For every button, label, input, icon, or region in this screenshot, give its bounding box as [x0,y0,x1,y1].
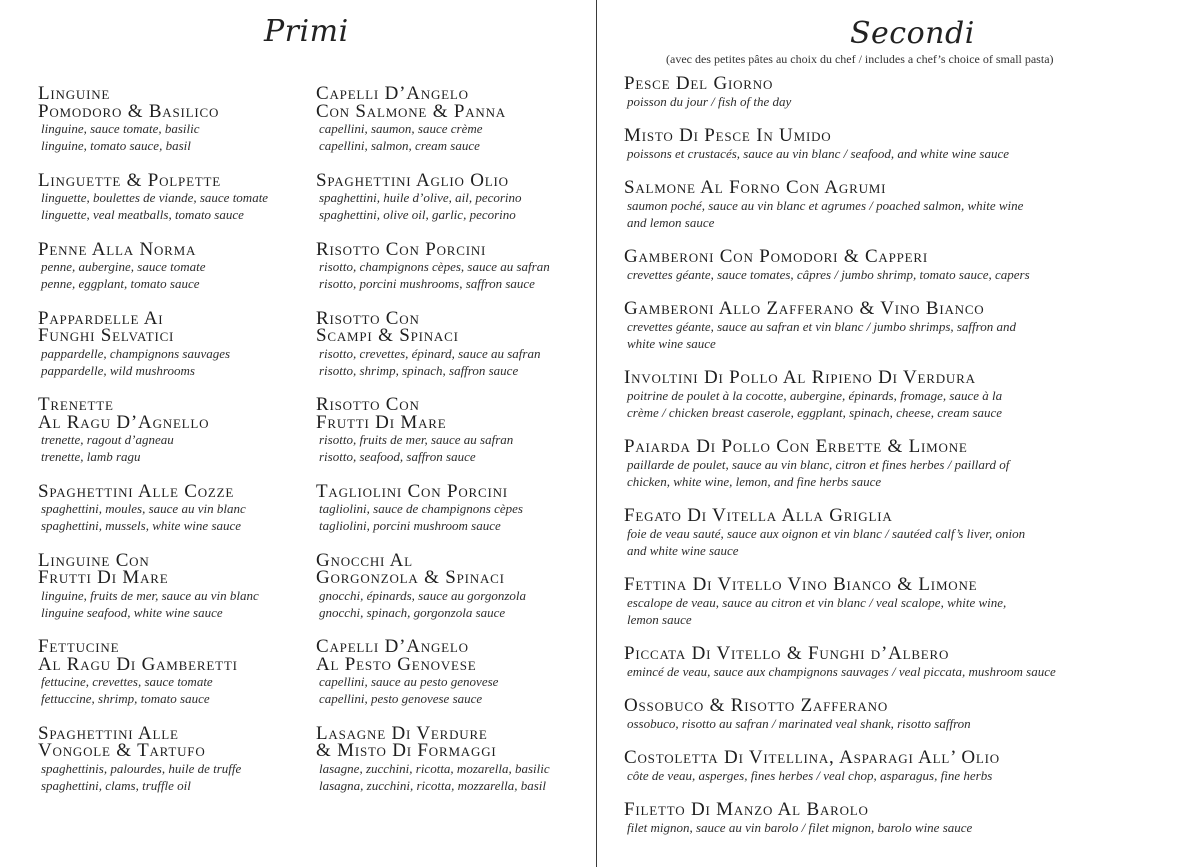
dish-desc-en: gnocchi, spinach, gorgonzola sauce [319,604,506,620]
menu-item [624,749,1180,801]
menu-item [38,396,300,483]
page-divider [596,0,597,867]
dish-name: Trenette Al Ragu D’Agnello [38,394,210,433]
dish-desc-fr: linguette, boulettes de viande, sauce tomate [41,190,269,205]
dish-desc-en: lasagna, zucchini, ricotta, mozzarella, basil [319,777,547,793]
menu-item [38,638,300,725]
dish-name: Linguette & Polpette [38,169,222,191]
dish-desc: ossobuco, risotto au safran / marinated veal shank, risotto saffron [627,715,971,731]
secondi-title: Secondi [850,16,975,51]
dish-desc-en: spaghettini, mussels, white wine sauce [41,518,242,533]
dish-name: Fettucine Al Ragu Di Gamberetti [38,636,238,675]
menu-item [624,127,1180,179]
dish-desc: emincé de veau, sauce aux champignons sauvages / veal piccata, mushroom sauce [627,663,1056,679]
menu-item [624,645,1180,697]
menu-item [316,480,584,552]
menu-item [38,307,300,397]
dish-name: Ossobuco & Risotto Zafferano [624,695,889,716]
dish-desc-fr: trenette, ragout d’agneau [41,432,174,447]
menu-item [624,75,1180,127]
primi-column-right [316,85,584,811]
dish-name: Piccata Di Vitello & Funghi d’Albero [624,643,950,664]
dish-desc-en: pappardelle, wild mushrooms [41,362,195,378]
dish-desc-en: capellini, pesto genovese sauce [319,691,483,706]
dish-desc-en: trenette, lamb ragu [41,449,141,464]
dish-name: Risotto Con Porcini [316,238,487,260]
menu-item [38,238,300,310]
dish-desc-en: linguette, veal meatballs, tomato sauce [41,207,244,222]
dish-desc-fr: tagliolini, sauce de champignons cèpes [319,501,523,516]
dish-desc: escalope de veau, sauce au citron et vin blanc / veal scalope, white wine, lemon sauce [627,594,1007,627]
dish-name: Penne Alla Norma [38,238,197,260]
menu-item [38,480,300,552]
menu-item [38,85,300,172]
dish-name: Involtini Di Pollo Al Ripieno Di Verdura [624,367,976,388]
dish-desc-en: penne, eggplant, tomato sauce [41,276,200,291]
dish-desc: saumon poché, sauce au vin blanc et agrumes / poached salmon, white wine and lemon sauce [627,197,1024,230]
dish-desc-fr: risotto, crevettes, épinard, sauce au safran [319,345,541,361]
menu-item [316,85,584,172]
menu-item [316,169,584,241]
dish-desc-fr: risotto, fruits de mer, sauce au safran [319,432,514,447]
menu-item [624,576,1180,645]
dish-desc-en: linguine seafood, white wine sauce [41,604,223,620]
dish-name: Tagliolini Con Porcini [316,480,508,502]
dish-desc-en: spaghettini, olive oil, garlic, pecorino [319,207,516,222]
dish-desc-fr: linguine, sauce tomate, basilic [41,121,200,136]
dish-desc-fr: penne, aubergine, sauce tomate [41,259,206,274]
menu-item [316,549,584,639]
dish-desc-en: fettuccine, shrimp, tomato sauce [41,691,210,706]
dish-name: Spaghettini Alle Vongole & Tartufo [38,722,206,761]
dish-desc: côte de veau, asperges, fines herbes / veal chop, asparagus, fine herbs [627,767,993,783]
dish-desc-fr: lasagne, zucchini, ricotta, mozarella, basilic [319,760,550,776]
dish-name: Misto Di Pesce In Umido [624,125,832,146]
dish-name: Fettina Di Vitello Vino Bianco & Limone [624,574,978,595]
dish-name: Paiarda Di Pollo Con Erbette & Limone [624,436,968,457]
dish-desc-en: spaghettini, clams, truffle oil [41,777,191,793]
dish-desc-fr: gnocchi, épinards, sauce au gorgonzola [319,587,527,603]
dish-name: Capelli D’Angelo Con Salmone & Panna [316,83,506,122]
dish-desc: poitrine de poulet à la cocotte, aubergine, épinards, fromage, sauce à la crème / chicken breast caserole, eggplant, spinach, cheese, cream sauce [627,387,1003,420]
dish-name: Salmone Al Forno Con Agrumi [624,177,887,198]
primi-column-left [38,85,300,811]
dish-desc-fr: pappardelle, champignons sauvages [41,345,231,361]
dish-name: Costoletta Di Vitellina, Asparagi All’ Olio [624,747,1000,768]
dish-desc: poisson du jour / fish of the day [627,93,792,109]
menu-item [624,438,1180,507]
menu-item [624,300,1180,369]
dish-name: Fegato Di Vitella Alla Griglia [624,505,893,526]
dish-desc-en: linguine, tomato sauce, basil [41,138,191,153]
menu-item [316,638,584,725]
dish-desc-fr: spaghettinis, palourdes, huile de truffe [41,760,242,776]
dish-desc-fr: capellini, sauce au pesto genovese [319,674,499,689]
dish-desc: crevettes géante, sauce au safran et vin blanc / jumbo shrimps, saffron and white wine sauce [627,318,1016,351]
dish-desc-en: capellini, salmon, cream sauce [319,138,480,153]
menu-item [316,307,584,397]
menu-item [316,722,584,812]
menu-item [316,396,584,483]
dish-desc: foie de veau sauté, sauce aux oignon et vin blanc / sautéed calf’s liver, onion and white wine sauce [627,525,1026,558]
secondi-note: (avec des petites pâtes au choix du chef / includes a chef’s choice of small pasta) [666,52,1054,66]
dish-name: Lasagne Di Verdure & Misto Di Formaggi [316,722,497,761]
menu-item [316,238,584,310]
dish-name: Gamberoni Con Pomodori & Capperi [624,246,929,267]
menu-item [38,722,300,812]
dish-name: Gnocchi Al Gorgonzola & Spinaci [316,549,505,588]
dish-desc: filet mignon, sauce au vin barolo / filet mignon, barolo wine sauce [627,819,973,835]
primi-title: Primi [264,14,349,49]
dish-name: Gamberoni Allo Zafferano & Vino Bianco [624,298,985,319]
menu-item [38,549,300,639]
dish-name: Capelli D’Angelo Al Pesto Genovese [316,636,477,675]
dish-name: Risotto Con Scampi & Spinaci [316,307,459,346]
dish-desc-en: risotto, seafood, saffron sauce [319,449,476,464]
dish-desc-fr: fettucine, crevettes, sauce tomate [41,674,213,689]
menu-item [624,179,1180,248]
dish-name: Spaghettini Aglio Olio [316,169,509,191]
dish-desc: poissons et crustacés, sauce au vin blanc / seafood, and white wine sauce [627,145,1010,161]
dish-name: Spaghettini Alle Cozze [38,480,235,502]
dish-desc-fr: spaghettini, huile d’olive, ail, pecorino [319,190,522,205]
dish-desc: paillarde de poulet, sauce au vin blanc, citron et fines herbes / paillard of chicken, white wine, lemon, and fine herbs sauce [627,456,1010,489]
dish-desc-en: risotto, porcini mushrooms, saffron sauce [319,276,535,291]
dish-name: Risotto Con Frutti Di Mare [316,394,447,433]
dish-name: Pappardelle Ai Funghi Selvatici [38,307,175,346]
menu-item [38,169,300,241]
dish-desc-fr: risotto, champignons cèpes, sauce au safran [319,259,550,274]
dish-desc-en: risotto, shrimp, spinach, saffron sauce [319,362,519,378]
dish-desc-fr: capellini, saumon, sauce crème [319,121,483,136]
dish-name: Filetto Di Manzo Al Barolo [624,799,869,820]
dish-name: Linguine Con Frutti Di Mare [38,549,169,588]
menu-item [624,507,1180,576]
dish-desc-fr: spaghettini, moules, sauce au vin blanc [41,501,246,516]
dish-desc-en: tagliolini, porcini mushroom sauce [319,518,501,533]
secondi-column [624,75,1180,853]
menu-item [624,697,1180,749]
dish-desc-fr: linguine, fruits de mer, sauce au vin blanc [41,587,259,603]
menu-item [624,369,1180,438]
menu-item [624,248,1180,300]
dish-name: Linguine Pomodoro & Basilico [38,83,220,122]
dish-desc: crevettes géante, sauce tomates, câpres / jumbo shrimp, tomato sauce, capers [627,266,1030,282]
dish-name: Pesce Del Giorno [624,73,774,94]
menu-item [624,801,1180,853]
